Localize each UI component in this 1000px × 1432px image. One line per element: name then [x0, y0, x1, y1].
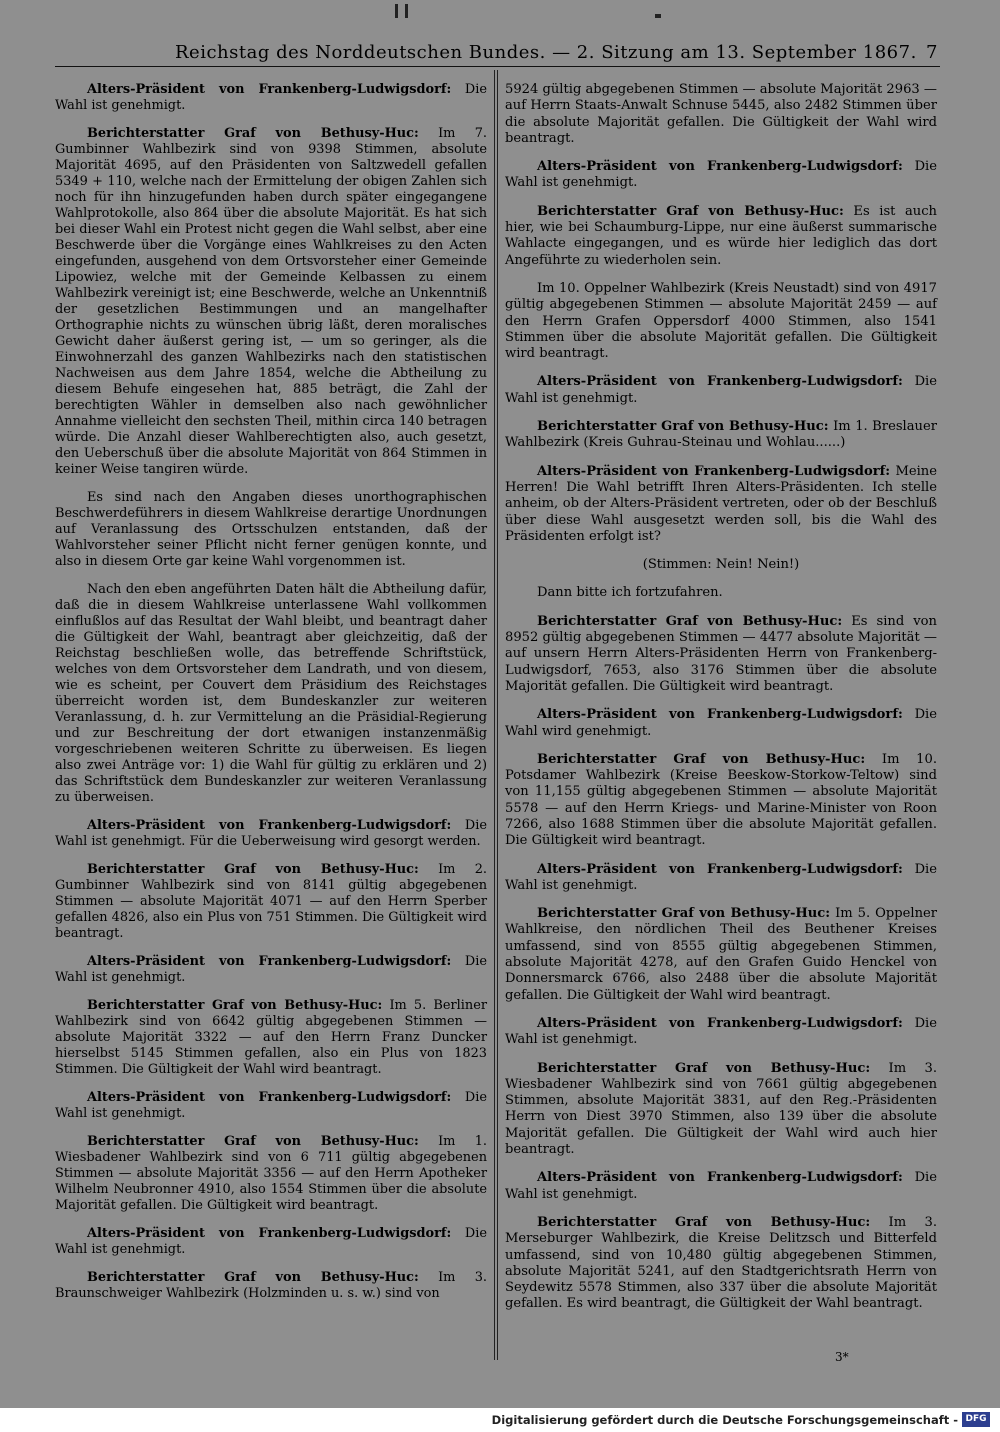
paragraph-text: Die Wahl ist genehmigt.	[505, 1015, 937, 1048]
page-number: 7	[926, 42, 938, 63]
paragraph-text: Im 3. Wiesbadener Wahlbezirk sind von 7661 gültig abgegebenen Stimmen, absolute Majorität 3831, auf den Reg.-Präsidenten Herrn von Diest 3970 Stimmen, also 139 über die absolute Majorität gefallen. Die Gültigkeit der Wahl wird auch hier beantragt.	[505, 1060, 937, 1158]
paragraph-text: Die Wahl ist genehmigt. Für die Ueberweisung wird gesorgt werden.	[55, 818, 487, 849]
paragraph-text: Meine Herren! Die Wahl betrifft Ihren Alters-Präsidenten. Ich stelle anheim, ob der Alters-Präsident vertreten, oder ob der Beschluß über diese Wahl ausgesetzt werden soll, bis die Wahl des Präsidenten erfolgt ist?	[505, 463, 937, 544]
speaker-name: Alters-Präsident von Frankenberg-Ludwigsdorf:	[537, 1170, 903, 1186]
paragraph-text: Im 7. Gumbinner Wahlbezirk sind von 9398 Stimmen, absolute Majorität 4695, auf den Präsidenten von Saltzwedell gefallen 5349 + 110, welche nach der Ermittelung der obigen Zahlen sich noch für ihn hinzugefunden haben durch später eingegangene Wahlprotokolle, also 864 über die absolute Majorität. Es hat sich bei dieser Wahl ein Protest nicht gegen die Wahl selbst, aber eine Beschwerde über die Vorgänge eines Wahlkreises zu den Acten eingefunden, ausgehend von dem Ortsvorsteher einer Gemeinde Lipowiez, welche mit der Gemeinde Kelbassen zu einem Wahlbezirk vereinigt ist; eine Beschwerde, welche an Unkenntniß der gesetzlichen Bestimmungen und an mangelhafter Orthographie nichts zu wünschen übrig läßt, deren moralisches Gewicht daher äußerst gering ist, — um so geringer, als die Einwohnerzahl des ganzen Wahlbezirks nach den statistischen Nachweisen aus dem Jahre 1854, welche die Abtheilung zu diesem Behufe eingesehen hat, 885 beträgt, die Zahl der berechtigten Wähler in demselben also nach gewöhnlicher Annahme vielleicht den sechsten Theil, mithin circa 140 betragen würde. Die Anzahl dieser Wahlberechtigten also, auch gesetzt, den Ueberschuß über die absolute Majorität von 864 Stimmen in keiner Weise tangiren würde.	[55, 126, 488, 477]
paragraph	[55, 818, 487, 850]
speaker-name: Alters-Präsident von Frankenberg-Ludwigsdorf:	[87, 1090, 452, 1105]
footer-credit: Digitalisierung gefördert durch die Deutsche Forschungsgemeinschaft -	[491, 1413, 958, 1427]
column-divider	[494, 70, 495, 1360]
scan-mark	[395, 4, 398, 18]
paragraph-text: Die Wahl ist genehmigt.	[505, 1170, 937, 1202]
paragraph-text: Im 10. Oppelner Wahlbezirk (Kreis Neustadt) sind von 4917 gültig abgegebenen Stimmen — absolute Majorität 2459 — auf den Herrn Grafen Oppersdorf 4000 Stimmen, also 1541 Stimmen über die absolute Majorität gefallen. Die Gültigkeit wird beantragt.	[505, 280, 937, 362]
paragraph-text: Die Wahl ist genehmigt.	[505, 159, 937, 191]
paragraph	[55, 1226, 487, 1258]
paragraph-text: Die Wahl ist genehmigt.	[55, 1226, 487, 1257]
scan-top-edge	[0, 0, 1000, 40]
speaker-name: Berichterstatter Graf von Bethusy-Huc:	[87, 1270, 419, 1285]
paragraph	[55, 490, 487, 570]
paragraph	[55, 126, 487, 478]
paragraph	[505, 557, 937, 573]
column-divider	[497, 70, 498, 1360]
paragraph	[505, 1215, 937, 1313]
speaker-name: Berichterstatter Graf von Bethusy-Huc:	[87, 862, 419, 877]
paragraph	[505, 906, 937, 1004]
paragraph	[55, 582, 487, 806]
paragraph	[505, 752, 937, 850]
paragraph	[505, 1061, 937, 1159]
paragraph	[505, 419, 937, 452]
paragraph-text: Es sind von 8952 gültig abgegebenen Stimmen — 4477 absolute Majorität — auf unsern Herrn Alters-Präsidenten Herrn von Frankenberg-Ludwigsdorf, 7653, also 3176 Stimmen über die absolute Majorität gefallen. Die Gültigkeit wird beantragt.	[505, 613, 937, 694]
speaker-name: Berichterstatter Graf von Bethusy-Huc:	[537, 751, 866, 767]
right-column	[505, 82, 937, 1325]
paragraph	[55, 1134, 487, 1214]
paragraph	[505, 585, 937, 601]
paragraph-text: Dann bitte ich fortzufahren.	[537, 585, 723, 601]
paragraph-text: Die Wahl wird genehmigt.	[505, 707, 937, 739]
speaker-name: Berichterstatter Graf von Bethusy-Huc:	[537, 613, 843, 629]
paragraph	[505, 204, 937, 269]
speaker-name: Berichterstatter Graf von Bethusy-Huc:	[537, 1214, 871, 1230]
speaker-name: Alters-Präsident von Frankenberg-Ludwigsdorf:	[537, 1015, 903, 1031]
speaker-name: Berichterstatter Graf von Bethusy-Huc:	[87, 1134, 419, 1149]
paragraph	[505, 614, 937, 695]
paragraph-text: Die Wahl ist genehmigt.	[55, 1090, 487, 1121]
scan-mark	[655, 14, 661, 18]
paragraph-text: Im 5. Berliner Wahlbezirk sind von 6642 gültig abgegebenen Stimmen — absolute Majorität 3322 — auf den Herrn Franz Duncker hierselbst 5145 Stimmen gefallen, also ein Plus von 1823 Stimmen. Die Gültigkeit der Wahl wird beantragt.	[55, 998, 487, 1077]
speaker-name: Berichterstatter Graf von Bethusy-Huc:	[537, 203, 844, 219]
scan-mark	[405, 4, 408, 18]
paragraph	[505, 1016, 937, 1049]
speaker-name: Alters-Präsident von Frankenberg-Ludwigsdorf:	[87, 82, 452, 97]
paragraph-text: Im 3. Merseburger Wahlbezirk, die Kreise Delitzsch und Bitterfeld umfassend, sind von 10,480 gültig abgegebenen Stimmen, absolute Majorität 5241, auf den Stadtgerichtsrath Herrn von Seydewitz 5578 Stimmen, also 337 über die absolute Majorität gefallen. Es wird beantragt, die Gültigkeit der Wahl beantragt.	[505, 1214, 937, 1312]
signature-mark: 3*	[835, 1350, 849, 1364]
paragraph	[505, 374, 937, 407]
header-title: Reichstag des Norddeutschen Bundes. — 2. Sitzung am 13. September 1867.	[175, 42, 917, 63]
dfg-logo: DFG	[962, 1412, 990, 1427]
speaker-name: Alters-Präsident von Frankenberg-Ludwigsdorf:	[537, 707, 903, 723]
paragraph	[55, 862, 487, 942]
paragraph-text: Nach den eben angeführten Daten hält die Abtheilung dafür, daß die in diesem Wahlkreise unterlassene Wahl vollkommen einflußlos auf das Resultat der Wahl bleibt, und beantragt daher die Gültigkeit der Wahl, beantragt aber gleichzeitig, daß der Reichstag beschließen wolle, das betreffende Schriftstück, welches von dem Ortsvorsteher dem Landrath, und von diesem, wie es scheint, per Couvert dem Präsidium des Reichstages überreicht worden ist, dem Bundeskanzler zur weiteren Veranlassung, d. h. zur Vermittelung an die Präsidial-Regierung und zur Beschreitung der dort etwanigen instanzenmäßig vorgeschriebenen weiteren Schritte zu überweisen. Es liegen also zwei Anträge vor: 1) die Wahl für gültig zu erklären und 2) das Schriftstück dem Bundeskanzler zur weiteren Veranlassung zu überweisen.	[55, 582, 487, 805]
paragraph	[505, 1170, 937, 1203]
running-header	[55, 42, 940, 67]
paragraph-text: Die Wahl ist genehmigt.	[505, 374, 937, 406]
left-column	[55, 82, 487, 1314]
paragraph	[505, 82, 937, 147]
paragraph-text: Es ist auch hier, wie bei Schaumburg-Lippe, nur eine äußerst summarische Wahlacte eingegangen, und es würde hier lediglich das dort Angeführte zu wiederholen sein.	[505, 203, 937, 268]
paragraph	[505, 464, 937, 545]
paragraph-text: Die Wahl ist genehmigt.	[505, 861, 937, 893]
speaker-name: Alters-Präsident von Frankenberg-Ludwigsdorf:	[87, 1226, 452, 1241]
paragraph	[55, 1270, 487, 1302]
paragraph-text: 5924 gültig abgegebenen Stimmen — absolute Majorität 2963 — auf Herrn Staats-Anwalt Schnuse 5445, also 2482 Stimmen über die absolute Majorität gefallen. Die Gültigkeit der Wahl wird beantragt.	[505, 82, 937, 146]
paragraph-text: Die Wahl ist genehmigt.	[55, 954, 487, 985]
speaker-name: Alters-Präsident von Frankenberg-Ludwigsdorf:	[537, 463, 891, 479]
paragraph-text: Im 5. Oppelner Wahlkreise, den nördlichen Theil des Beuthener Kreises umfassend, sind von 8555 gültig abgegebenen Stimmen, absolute Majorität 4278, auf den Grafen Guido Henckel von Donnersmarck 6766, also 2488 über die absolute Majorität gefallen. Die Gültigkeit der Wahl wird beantragt.	[505, 906, 938, 1003]
paragraph	[505, 707, 937, 740]
paragraph-text: (Stimmen: Nein! Nein!)	[642, 557, 800, 573]
paragraph	[505, 159, 937, 192]
paragraph-text: Im 3. Braunschweiger Wahlbezirk (Holzminden u. s. w.) sind von	[55, 1270, 488, 1301]
speaker-name: Alters-Präsident von Frankenberg-Ludwigsdorf:	[537, 159, 903, 175]
speaker-name: Alters-Präsident von Frankenberg-Ludwigsdorf:	[87, 954, 452, 969]
speaker-name: Alters-Präsident von Frankenberg-Ludwigsdorf:	[537, 861, 903, 877]
paragraph	[55, 954, 487, 986]
paragraph	[505, 862, 937, 895]
paragraph	[55, 998, 487, 1078]
paragraph-text: Im 1. Breslauer Wahlbezirk (Kreis Guhrau-Steinau und Wohlau......)	[505, 419, 937, 451]
paragraph	[55, 1090, 487, 1122]
paragraph-text: Es sind nach den Angaben dieses unorthographischen Beschwerdeführers in diesem Wahlkreise derartige Unordnungen auf Veranlassung des Ortsschulzen entstanden, daß der Wahlvorsteher seiner Pflicht nicht ferner genügen konnte, und also in diesem Orte gar keine Wahl vorgenommen ist.	[55, 490, 487, 569]
paragraph	[505, 281, 937, 362]
speaker-name: Berichterstatter Graf von Bethusy-Huc:	[87, 126, 419, 141]
paragraph-text: Im 10. Potsdamer Wahlbezirk (Kreise Beeskow-Storkow-Teltow) sind von 11,155 gültig abgegebenen Stimmen — absolute Majorität 5578 — auf den Herrn Kriegs- und Marine-Minister von Roon 7266, also 1688 Stimmen über die absolute Majorität gefallen. Die Gültigkeit wird beantragt.	[505, 751, 937, 849]
digitization-footer	[0, 1408, 1000, 1432]
speaker-name: Berichterstatter Graf von Bethusy-Huc:	[537, 1060, 871, 1076]
paragraph	[55, 82, 487, 114]
speaker-name: Berichterstatter Graf von Bethusy-Huc:	[537, 906, 831, 922]
paragraph-text: Die Wahl ist genehmigt.	[55, 82, 487, 113]
paragraph-text: Im 1. Wiesbadener Wahlbezirk sind von 6 711 gültig abgegebenen Stimmen — absolute Majorität 3356 — auf den Herrn Apotheker Wilhelm Neubronner 4910, also 1554 Stimmen über die absolute Majorität gefallen. Die Gültigkeit wird beantragt.	[55, 1134, 488, 1213]
speaker-name: Alters-Präsident von Frankenberg-Ludwigsdorf:	[537, 374, 903, 390]
speaker-name: Alters-Präsident von Frankenberg-Ludwigsdorf:	[87, 818, 452, 833]
speaker-name: Berichterstatter Graf von Bethusy-Huc:	[537, 419, 829, 435]
paragraph-text: Im 2. Gumbinner Wahlbezirk sind von 8141 gültig abgegebenen Stimmen — absolute Majorität 4071 — auf den Herrn Sperber gefallen 4826, also ein Plus von 751 Stimmen. Die Gültigkeit wird beantragt.	[55, 862, 488, 941]
speaker-name: Berichterstatter Graf von Bethusy-Huc:	[87, 998, 383, 1013]
